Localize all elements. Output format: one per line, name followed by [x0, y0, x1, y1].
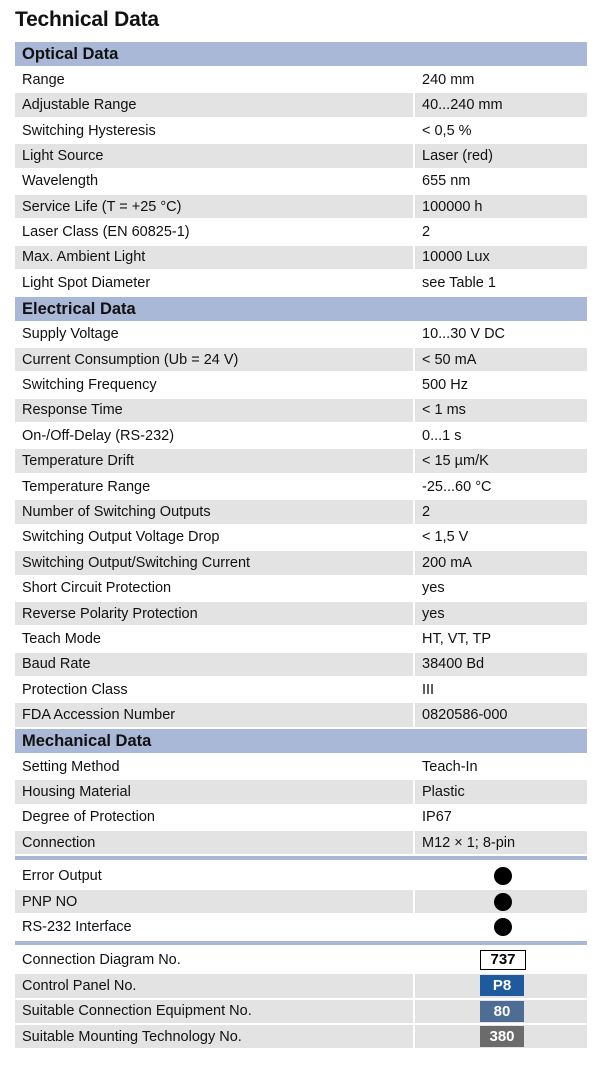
table-row [15, 526, 587, 550]
row-label: Current Consumption (Ub = 24 V) [15, 348, 413, 372]
connection-diagram-row [15, 949, 587, 973]
section-header-optical: Optical Data [15, 42, 587, 66]
mechanical-rows [15, 755, 587, 855]
row-value: -25...60 °C [422, 478, 492, 495]
mounting-technology-row [15, 1025, 587, 1049]
table-row [15, 119, 587, 143]
row-value: M12 × 1; 8-pin [415, 831, 587, 855]
connection-equipment-row [15, 1000, 587, 1024]
connection-equipment-badge: 80 [480, 1001, 524, 1022]
row-value: < 1,5 V [422, 529, 469, 546]
row-value: 100000 h [415, 195, 587, 219]
table-row [15, 678, 587, 702]
row-label: Reverse Polarity Protection [15, 602, 413, 626]
row-value: 40...240 mm [415, 93, 587, 117]
row-label: Housing Material [15, 780, 413, 804]
table-row [15, 475, 587, 499]
row-value: HT, VT, TP [422, 630, 492, 647]
electrical-rows [15, 323, 587, 727]
row-label: On-/Off-Delay (RS-232) [22, 427, 175, 444]
row-value: 655 nm [422, 173, 471, 190]
table-row [15, 627, 587, 651]
row-value: 240 mm [422, 71, 475, 88]
divider [15, 856, 587, 860]
table-row [15, 68, 587, 92]
row-label: Temperature Range [22, 478, 151, 495]
row-value: 10...30 V DC [422, 326, 506, 343]
divider [15, 941, 587, 945]
section-header-electrical: Electrical Data [15, 297, 587, 321]
table-row [15, 246, 587, 270]
optical-rows [15, 68, 587, 295]
table-row [15, 500, 587, 524]
row-value: Plastic [415, 780, 587, 804]
row-value: see Table 1 [422, 274, 496, 291]
table-row [15, 551, 587, 575]
row-label: Connection [15, 831, 413, 855]
table-row [15, 449, 587, 473]
row-label: Switching Frequency [22, 377, 157, 394]
row-value: 200 mA [415, 551, 587, 575]
row-value: 0...1 s [422, 427, 462, 444]
table-row [15, 806, 587, 830]
row-label: Short Circuit Protection [22, 580, 172, 597]
row-label: Range [22, 71, 65, 88]
row-value: Teach-In [422, 758, 478, 775]
control-panel-badge: P8 [480, 975, 524, 996]
row-value: 2 [415, 500, 587, 524]
connection-diagram-badge: 737 [480, 950, 526, 970]
control-panel-label: Control Panel No. [15, 974, 413, 998]
row-value: < 1 ms [415, 399, 587, 423]
connection-diagram-label: Connection Diagram No. [22, 952, 181, 969]
row-value: III [422, 681, 435, 698]
row-label: Degree of Protection [22, 809, 155, 826]
page-title: Technical Data [15, 8, 159, 31]
table-row [15, 373, 587, 397]
table-row [15, 780, 587, 804]
row-label: FDA Accession Number [15, 703, 413, 727]
table-row [15, 93, 587, 117]
table-row [15, 323, 587, 347]
row-value: 500 Hz [422, 377, 468, 394]
feature-row-rs232 [15, 915, 587, 939]
table-row [15, 424, 587, 448]
table-row [15, 399, 587, 423]
connection-equipment-label: Suitable Connection Equipment No. [15, 1000, 413, 1024]
control-panel-row [15, 974, 587, 998]
row-label: Teach Mode [22, 630, 101, 647]
table-row [15, 653, 587, 677]
table-row [15, 220, 587, 244]
filled-dot-icon [494, 867, 512, 885]
row-label: Baud Rate [15, 653, 413, 677]
mounting-technology-label: Suitable Mounting Technology No. [15, 1025, 413, 1049]
row-value: 0820586-000 [415, 703, 587, 727]
row-label: Switching Output/Switching Current [15, 551, 413, 575]
feature-label: PNP NO [15, 890, 413, 914]
row-label: Setting Method [22, 758, 120, 775]
row-label: Adjustable Range [15, 93, 413, 117]
feature-row-pnp-no [15, 890, 587, 914]
row-label: Switching Output Voltage Drop [22, 529, 220, 546]
row-value: 2 [422, 224, 431, 241]
row-value: yes [415, 602, 587, 626]
row-value: yes [422, 580, 445, 597]
feature-label: Error Output [22, 868, 102, 885]
mounting-technology-badge: 380 [480, 1026, 524, 1047]
table-row [15, 755, 587, 779]
row-label: Number of Switching Outputs [15, 500, 413, 524]
row-label: Laser Class (EN 60825-1) [22, 224, 190, 241]
row-label: Light Source [15, 144, 413, 168]
row-label: Temperature Drift [15, 449, 413, 473]
row-value: 38400 Bd [415, 653, 587, 677]
table-row [15, 831, 587, 855]
table-row [15, 195, 587, 219]
row-value: IP67 [422, 809, 452, 826]
row-label: Supply Voltage [22, 326, 119, 343]
table-row [15, 144, 587, 168]
row-label: Light Spot Diameter [22, 274, 151, 291]
table-row [15, 170, 587, 194]
row-value: < 0,5 % [422, 122, 472, 139]
row-label: Max. Ambient Light [15, 246, 413, 270]
table-row [15, 602, 587, 626]
feature-label: RS-232 Interface [22, 918, 132, 935]
row-value: < 15 µm/K [415, 449, 587, 473]
table-row [15, 703, 587, 727]
row-label: Wavelength [22, 173, 99, 190]
feature-row-error-output [15, 864, 587, 888]
row-value: < 50 mA [415, 348, 587, 372]
technical-data-table [15, 42, 587, 1050]
filled-dot-icon [494, 918, 512, 936]
row-label: Protection Class [22, 681, 128, 698]
row-label: Switching Hysteresis [22, 122, 156, 139]
row-value: 10000 Lux [415, 246, 587, 270]
table-row [15, 271, 587, 295]
row-label: Service Life (T = +25 °C) [15, 195, 413, 219]
table-row [15, 348, 587, 372]
row-label: Response Time [15, 399, 413, 423]
row-value: Laser (red) [415, 144, 587, 168]
filled-dot-icon [494, 893, 512, 911]
section-header-mechanical: Mechanical Data [15, 729, 587, 753]
table-row [15, 576, 587, 600]
